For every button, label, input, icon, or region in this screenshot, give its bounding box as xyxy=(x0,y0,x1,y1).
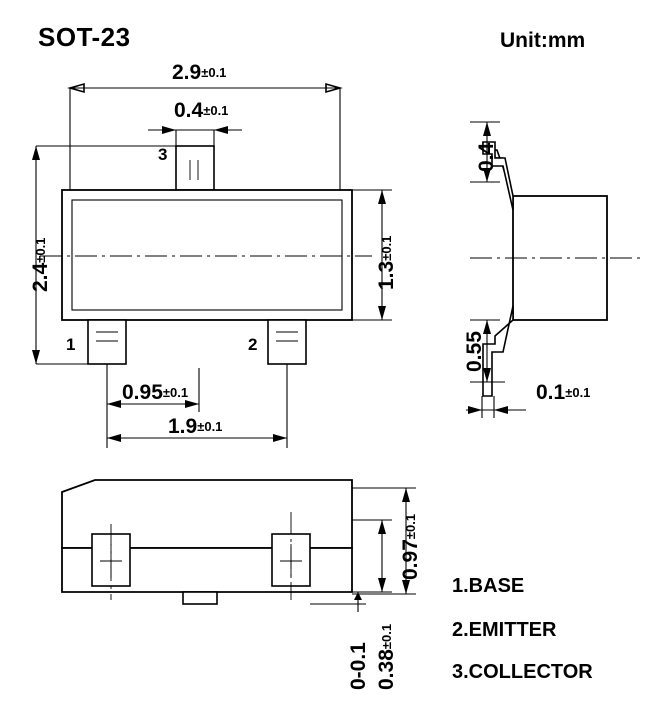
dim-label-lead-bottom: 0.55 xyxy=(463,331,486,372)
dim-label-overall-height: 2.4±0.1 xyxy=(29,237,52,292)
dim-label-top-width: 2.9±0.1 xyxy=(172,61,227,84)
legend-item-3: 3.COLLECTOR xyxy=(452,661,593,683)
unit-note: Unit:mm xyxy=(500,29,586,52)
dim-label-tab-width: 0.4±0.1 xyxy=(174,99,229,122)
pin-number-3: 3 xyxy=(158,145,168,164)
dim-label-side-height: 0.97±0.1 xyxy=(399,513,422,580)
dim-standoff xyxy=(310,592,366,612)
dim-label-foot-length: 0.38±0.1 xyxy=(375,623,398,690)
dim-lead-thickness xyxy=(466,396,526,418)
legend-item-2: 2.EMITTER xyxy=(452,619,557,641)
dim-label-pitch-half: 0.95±0.1 xyxy=(122,381,189,404)
dim-label-pitch-full: 1.9±0.1 xyxy=(168,415,223,438)
pin-number-1: 1 xyxy=(66,335,76,354)
dim-label-lead-top: 0.4 xyxy=(475,142,498,172)
dim-label-body-height: 1.3±0.1 xyxy=(375,235,398,290)
dim-label-standoff: 0-0.1 xyxy=(347,642,370,690)
dim-label-lead-thickness: 0.1±0.1 xyxy=(536,381,591,404)
legend-item-1: 1.BASE xyxy=(452,575,525,597)
page-title: SOT-23 xyxy=(38,22,131,52)
pin-number-2: 2 xyxy=(248,335,258,354)
